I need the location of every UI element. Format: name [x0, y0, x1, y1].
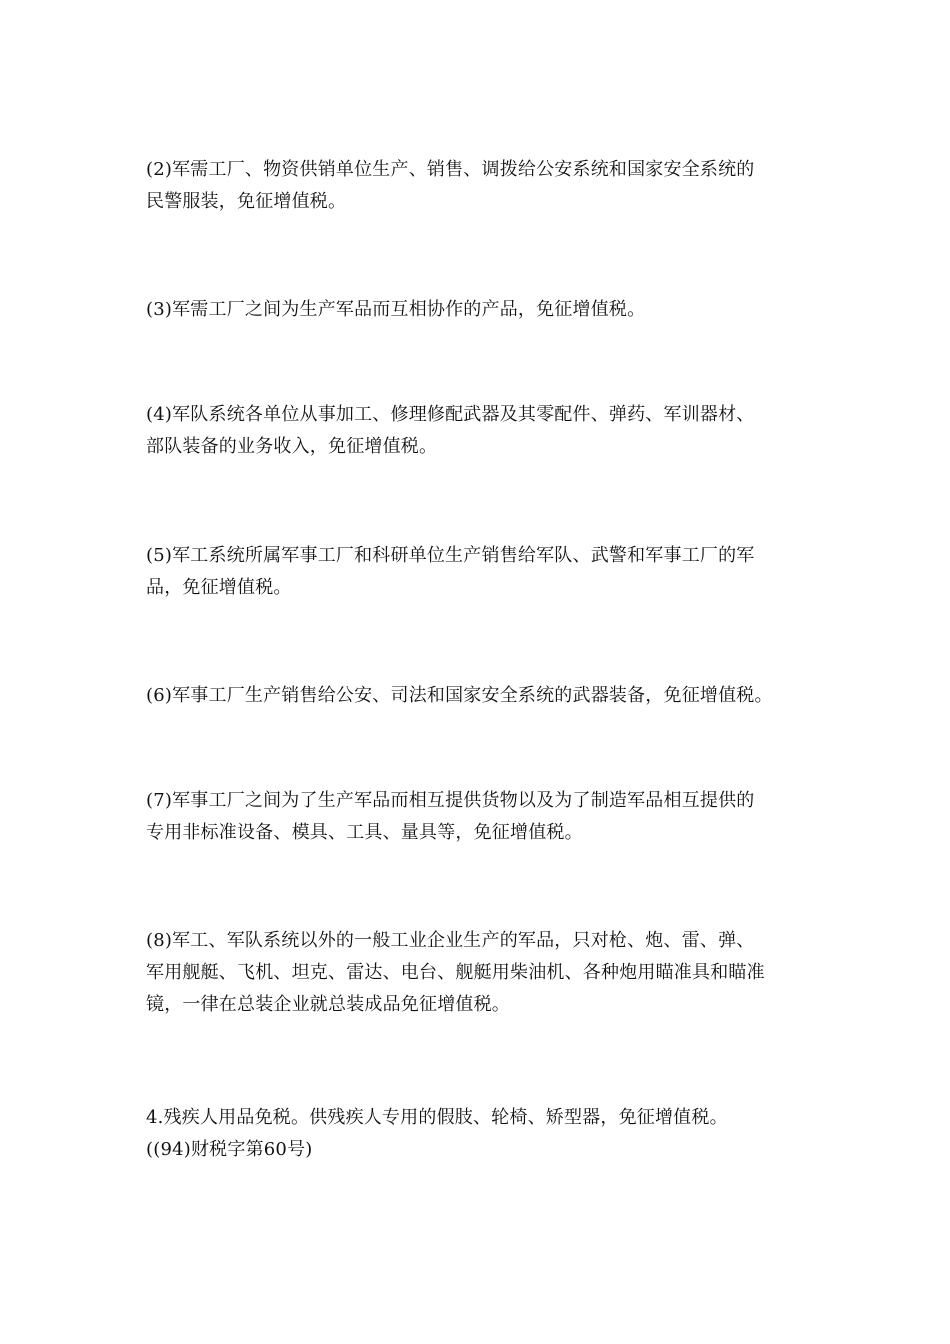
paragraph-line: (5)军工系统所属军事工厂和科研单位生产销售给军队、武警和军事工厂的军 — [146, 545, 755, 566]
paragraph-line: 镜，一律在总装企业就总装成品免征增值税。 — [146, 994, 510, 1015]
paragraph-line: (4)军队系统各单位从事加工、修理修配武器及其零配件、弹药、军训器材、 — [146, 404, 755, 425]
paragraph-2 — [146, 154, 826, 218]
paragraph-item-4 — [146, 1102, 826, 1166]
paragraph-line: (6)军事工厂生产销售给公安、司法和国家安全系统的武器装备，免征增值税。 — [146, 685, 773, 706]
paragraph-line: (8)军工、军队系统以外的一般工业企业生产的军品，只对枪、炮、雷、弹、 — [146, 930, 755, 951]
paragraph-line: (2)军需工厂、物资供销单位生产、销售、调拨给公安系统和国家安全系统的 — [146, 159, 755, 180]
paragraph-line: 专用非标准设备、模具、工具、量具等，免征增值税。 — [146, 822, 583, 843]
paragraph-line: (7)军事工厂之间为了生产军品而相互提供货物以及为了制造军品相互提供的 — [146, 790, 755, 811]
paragraph-line: 4.残疾人用品免税。供残疾人专用的假肢、轮椅、矫型器，免征增值税。 — [146, 1107, 728, 1128]
paragraph-line: ((94)财税字第60号) — [146, 1139, 313, 1160]
paragraph-line: 部队装备的业务收入，免征增值税。 — [146, 436, 438, 457]
paragraph-line: 品，免征增值税。 — [146, 577, 292, 598]
paragraph-7 — [146, 785, 826, 849]
paragraph-5 — [146, 540, 826, 604]
paragraph-line: (3)军需工厂之间为生产军品而互相协作的产品，免征增值税。 — [146, 299, 646, 320]
paragraph-line: 军用舰艇、飞机、坦克、雷达、电台、舰艇用柴油机、各种炮用瞄准具和瞄准 — [146, 962, 765, 983]
paragraph-4 — [146, 399, 826, 463]
paragraph-line: 民警服装，免征增值税。 — [146, 191, 347, 212]
paragraph-6 — [146, 680, 826, 712]
paragraph-3 — [146, 294, 826, 326]
paragraph-8 — [146, 925, 826, 1021]
